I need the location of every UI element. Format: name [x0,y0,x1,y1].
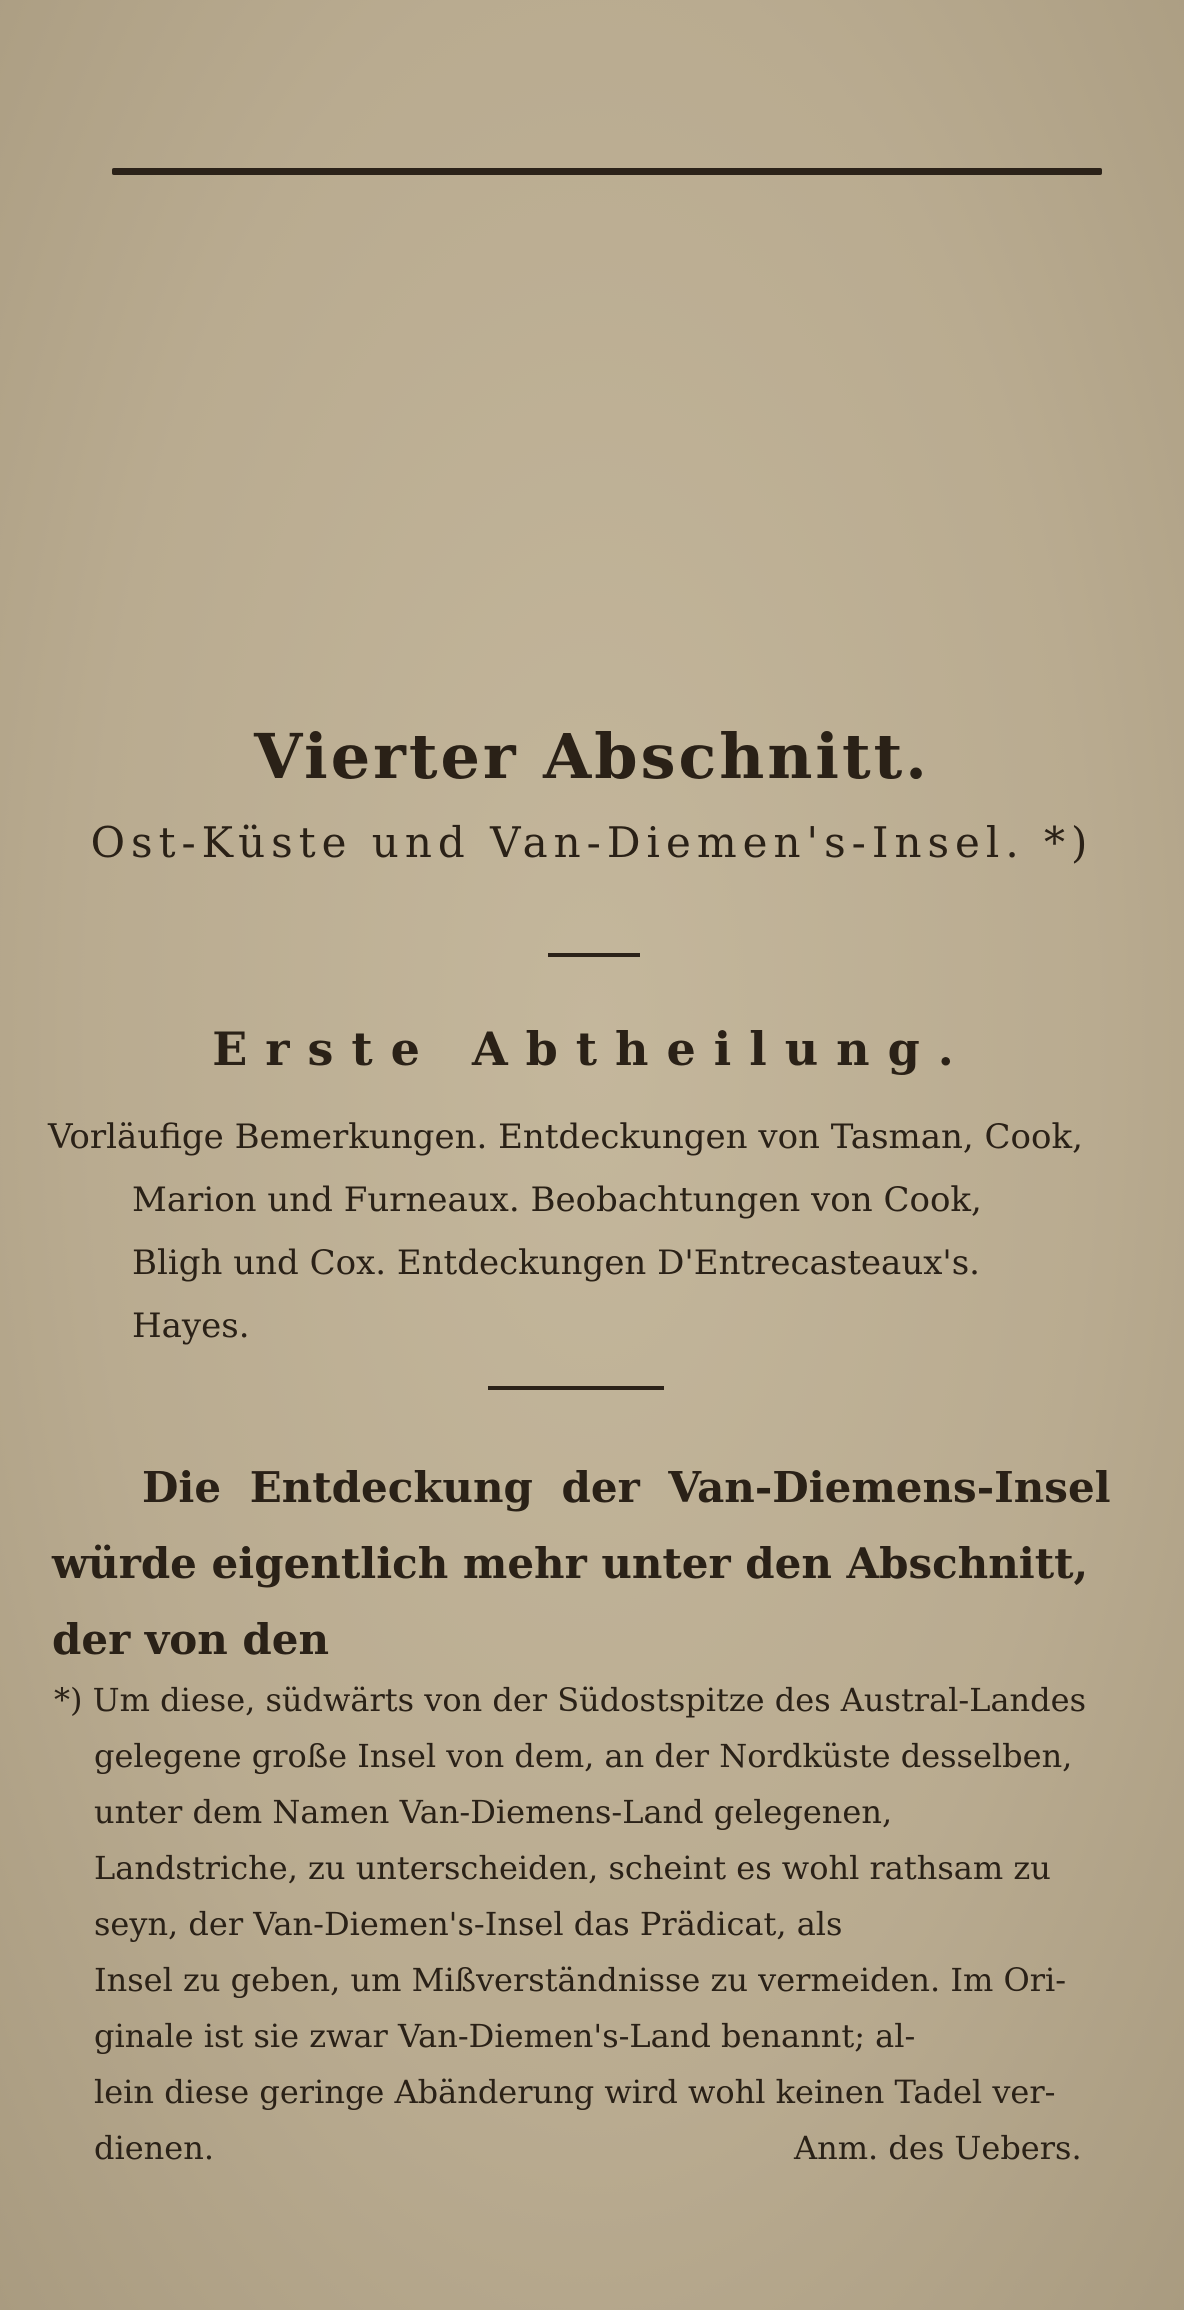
footnote-line: Insel zu geben, um Mißverständnisse zu vermeiden. Im Ori- [94,1961,1067,1999]
footnote-line: lein diese geringe Abänderung wird wohl keinen Tadel ver- [94,2073,1056,2111]
summary-line: Hayes. [132,1306,250,1346]
body-line: würde eigentlich mehr unter den Abschnitt, der von den [52,1539,1089,1664]
footnote-line: seyn, der Van-Diemen's-Insel das Prädicat, als [94,1905,843,1943]
divider-rule [488,1386,664,1390]
footnote-line: dienen. [94,2129,214,2167]
footnote-signature: Anm. des Uebers. [793,2129,1082,2167]
footnote-line: gelegene große Insel von dem, an der Nordküste desselben, [94,1737,1073,1775]
footnote [54,1672,1158,2176]
body-line: Die Entdeckung der Van-Diemens-Insel [142,1463,1111,1512]
section-title: Erste Abtheilung. [212,1022,972,1076]
divider-rule [548,953,640,957]
top-rule [112,168,1102,175]
footnote-line-last [54,2120,1158,2176]
summary-line: Marion und Furneaux. Beobachtungen von Cook, [132,1180,982,1220]
footnote-line: *) Um diese, südwärts von der Südostspitze des Austral-Landes [54,1681,1086,1719]
summary-line: Vorläufige Bemerkungen. Entdeckungen von Tasman, Cook, [48,1117,1083,1157]
body-paragraph [52,1450,1158,1678]
footnote-line: unter dem Namen Van-Diemens-Land gelegenen, [94,1793,893,1831]
summary-line: Bligh und Cox. Entdeckungen D'Entrecasteaux's. [132,1243,980,1283]
footnote-line: ginale ist sie zwar Van-Diemen's-Land benannt; al- [94,2017,916,2055]
footnote-line: Landstriche, zu unterscheiden, scheint es wohl rathsam zu [94,1849,1051,1887]
chapter-title: Vierter Abschnitt. [254,720,930,793]
section-summary [48,1106,1156,1358]
chapter-subtitle: Ost-Küste und Van-Diemen's-Insel. *) [90,818,1094,867]
